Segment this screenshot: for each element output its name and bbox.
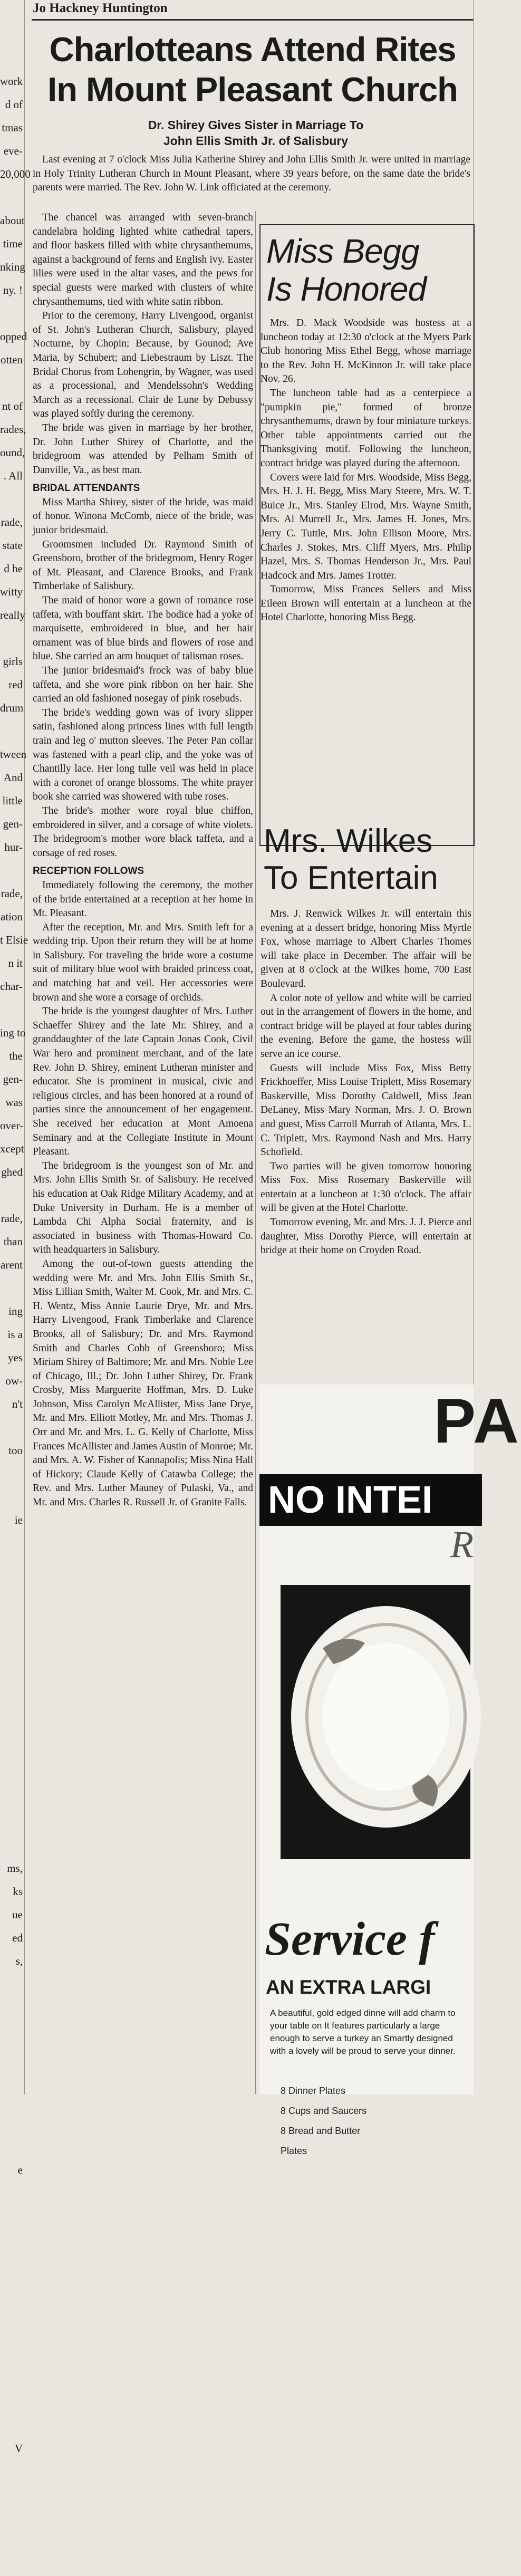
wedding-paragraph: Groomsmen included Dr. Raymond Smith of Greensboro, brother of the bridegroom, Henry Roger of Mt. Pleasant, and Clarence Brooks, and Frank Timberlake of Salisbury. xyxy=(33,539,253,592)
left-strip-line: xcept xyxy=(0,1142,24,1155)
left-strip-line: ks xyxy=(13,1885,23,1898)
left-strip-line xyxy=(0,46,24,70)
left-strip-line xyxy=(0,1787,24,1810)
left-strip-line: V xyxy=(14,2442,23,2455)
left-strip-line: t Elsie xyxy=(0,934,28,946)
section-heading-attendants: BRIDAL ATTENDANTS xyxy=(33,483,140,494)
left-strip-line xyxy=(0,1555,24,1578)
wilkes-paragraph: Two parties will be given tomorrow honoring Miss Fox. Miss Rosemary Baskerville will entertain at a luncheon at 1:30 o'clock. The affair will be given at the Hotel Charlotte. xyxy=(260,1160,471,1214)
section-heading-reception: RECEPTION FOLLOWS xyxy=(33,866,144,877)
ad-script-fragment: R xyxy=(450,1523,474,1565)
left-strip-line: rades, xyxy=(0,423,26,436)
wilkes-paragraph: Guests will include Miss Fox, Miss Betty Frickhoeffer, Miss Louise Triplett, Miss Rosemary Baskerville, Miss Dorothy Caldwell, Miss Jean DeLaney, Miss Mary Norman, Mrs. J. O. Brown and guest, Miss Carroll Murrah of Atlanta, Mrs. L. C. Triplett, Mrs. Raymond Nash and Mrs. Harry Schofield. xyxy=(260,1062,471,1158)
begg-paragraph: Covers were laid for Mrs. Woodside, Miss Begg, Mrs. H. J. H. Begg, Miss Mary Steere, Mrs. W. T. Buice Jr., Mrs. Stanley Elrod, Mrs. Wayne Smith, Mrs. Al Murrell Jr., Mrs. James H. Jones, Mrs. Jerry C. Tuttle, Mrs. John Ellison Moore, Mrs. Charles J. Stokes, Mrs. Cliff Myers, Mrs. Philip Hazel, Mrs. S. Thomas Henderson Jr., Mrs. Paul Hadcock and Mrs. James Trotter. xyxy=(260,472,471,581)
left-strip-line: ghed xyxy=(1,1166,23,1178)
main-headline xyxy=(34,30,471,110)
left-strip-line xyxy=(0,2530,24,2553)
left-strip-line: ow- xyxy=(5,1374,23,1387)
wedding-lead-paragraph: Last evening at 7 o'clock Miss Julia Katherine Shirey and John Ellis Smith Jr. were united in marriage in Holy Trinity Lutheran Church in Mount Pleasant, where 39 years before, on the same date the bride's parents were married. The Rev. John W. Link officiated at the ceremony. xyxy=(33,154,470,194)
ad-service-script: Service f xyxy=(265,1913,435,1965)
wedding-paragraph: The bridegroom is the youngest son of Mr. and Mrs. John Ellis Smith Sr. of Salisbury. He received his education at Oak Ridge Military Academy, and at Duke University in Durham. He is a member of Lambda Chi Alpha Social fraternity, and is associated in business with Thomas-Howard Co. with headquarters in Salisbury. xyxy=(33,1160,253,1256)
left-strip-line xyxy=(0,1694,24,1717)
left-strip-line xyxy=(0,1532,24,1555)
left-strip-line: ound, xyxy=(0,446,25,459)
left-strip-line xyxy=(0,1973,24,1996)
ad-item: 8 Bread and Butter xyxy=(281,2126,361,2136)
left-strip-line: opped xyxy=(0,330,27,343)
left-strip-line xyxy=(0,1648,24,1671)
left-strip-line xyxy=(0,1184,24,1207)
left-strip-line: really xyxy=(0,609,25,621)
wilkes-paragraph: A color note of yellow and white will be carried out in the arrangement of flowers in the home, and contract bridge will be played at four tables during the evening. Before the game, the hostess will serve an ice course. xyxy=(260,992,471,1060)
left-strip-line: is a xyxy=(7,1328,23,1341)
left-strip-line: ing xyxy=(8,1305,23,1318)
ad-item: Plates xyxy=(281,2146,307,2156)
left-strip-line xyxy=(0,2274,24,2298)
left-strip-line xyxy=(0,859,24,882)
left-strip-line xyxy=(0,2298,24,2321)
ad-body-copy: A beautiful, gold edged dinne will add charm to your table on It features particularly a large enough to serve a turkey an Smartly designed with a lovely will be proud to serve your dinner. xyxy=(270,2008,456,2056)
left-column-fragment xyxy=(0,0,31,2455)
wedding-paragraph: The chancel was arranged with seven-branch candelabra holding lighted white cathedral tapers, and floor baskets filled with white chrysanthemums, against a background of ferns and English ivy. Easter lilies were used in the altar vases, and the pews for special guests were marked with clusters of white chrysanthemums, tied with white satin ribbon. xyxy=(33,212,253,307)
left-strip-line xyxy=(0,2112,24,2135)
left-strip-line: state xyxy=(2,539,23,552)
left-strip-line: the xyxy=(9,1050,23,1062)
left-strip-line: tmas xyxy=(2,121,23,134)
left-strip-line xyxy=(0,1276,24,1300)
wilkes-paragraph: Tomorrow evening, Mr. and Mrs. J. J. Pierce and daughter, Miss Dorothy Pierce, will entertain at bridge at their home on Croyden Road. xyxy=(260,1217,471,1256)
left-strip-line: ue xyxy=(12,1908,23,1921)
left-strip-line xyxy=(0,2553,24,2576)
left-strip-line: d of xyxy=(5,98,23,111)
left-strip-line: girls xyxy=(3,655,23,668)
wilkes-headline xyxy=(264,823,438,897)
ad-black-band: NO INTEI xyxy=(259,1474,482,1526)
left-strip-line: ation xyxy=(1,910,23,923)
left-strip-line: rade, xyxy=(1,1212,23,1225)
wedding-paragraph: The bride is the youngest daughter of Mrs. Luther Schaeffer Shirey and the late Mr. Shirey, and a granddaughter of the late Captain Jonas Cook, Civil War hero and prominent merchant, and of the late Rev. John D. Shirey, eminent Lutheran minister and educator. She is prominent in musical, civic and religious circles, and has been honored at a round of parties since the announcement of her engagement. She received her education at Mont Amoena Seminary and at the Collegiate Institute in Mount Pleasant. xyxy=(33,1006,253,1158)
left-strip-line xyxy=(0,2344,24,2367)
left-strip-line: little xyxy=(2,794,23,807)
headline-line-1: Charlotteans Attend Rites xyxy=(49,30,456,69)
left-strip-line: about xyxy=(0,214,25,227)
wedding-paragraph: The junior bridesmaid's frock was of baby blue taffeta, and she wore pink ribbon on her hair. She carried an old fashioned nosegay of pink rosebuds. xyxy=(33,665,253,705)
left-strip-line xyxy=(0,2135,24,2158)
left-strip-line xyxy=(0,2367,24,2390)
wedding-paragraph: The bride's wedding gown was of ivory slipper satin, fashioned along princess lines with full length train and leg o' mutton sleeves. The Peter Pan collar was fastened with a pearl clip, and the yoke was of Chantilly lace. Her long tulle veil was held in place with a coronet of orange blossoms. The white prayer book she carried was showered with tube roses. xyxy=(33,707,253,803)
left-strip-line: nking xyxy=(0,261,25,273)
left-strip-line: was xyxy=(5,1096,23,1109)
left-strip-line xyxy=(0,2460,24,2483)
begg-paragraph: Mrs. D. Mack Woodside was hostess at a luncheon today at 12:30 o'clock at the Myers Park Club honoring Miss Ethel Begg, whose marriage to the Rev. John H. McKinnon Jr. will take place Nov. 26. xyxy=(260,318,471,385)
wedding-paragraph: Among the out-of-town guests attending the wedding were Mr. and Mrs. John Ellis Smith Sr., Miss Lillian Smith, Walter M. Cook, Mr. and Mrs. C. H. Wentz, Miss Annie Laurie Drye, Mr. and Mrs. Harry Livengood, Frank Timberlake and Clarence Brooks, all of Salisbury; Dr. and Mrs. Raymond Smith and Charles Cobb of Greensboro; Miss Miriam Shirey of Baltimore; Mr. and Mrs. Noble Lee of Chicago, Ill.; Dr. John Luther Shirey, Dr. Frank Crosby, Miss Marguerite Hoffman, Mrs. D. Luke Johnson, Miss Carolyn McAllister, Miss Jane Drye, Mr. and Mrs. Elliott Motley, Mr. and Mrs. Thomas J. Orr and Mr. and Mrs. L. G. Kelly of Charlotte, Miss Frances McAllister and James Austin of Monroe; Mr. and Mrs. A. W. Fisher of Kannapolis; Miss Nina Hall of Hickory; Claude Kelly of Catawba College; the Rev. and Mrs. Luther Mauney of Pulaski, Va., and Mr. and Mrs. Charles R. Russell Jr. of Granite Falls. xyxy=(33,1258,253,1508)
left-strip-line: And xyxy=(3,771,23,784)
left-strip-line: yes xyxy=(8,1351,23,1364)
left-strip-line xyxy=(0,2414,24,2437)
dinner-plate-illustration xyxy=(281,1585,470,1859)
begg-paragraph: Tomorrow, Miss Frances Sellers and Miss Eileen Brown will entertain at a luncheon at the Hotel Charlotte, honoring Miss Begg. xyxy=(260,584,471,623)
left-strip-line xyxy=(0,1671,24,1694)
left-strip-line xyxy=(0,1625,24,1648)
left-strip-line: too xyxy=(8,1444,23,1457)
wedding-article-column xyxy=(33,211,253,1510)
left-strip-line: ed xyxy=(12,1931,23,1944)
ad-item: 8 Cups and Saucers xyxy=(281,2106,367,2116)
left-strip-line xyxy=(0,1741,24,1764)
ad-item: 8 Dinner Plates xyxy=(281,2085,346,2096)
left-strip-line: red xyxy=(8,678,23,691)
left-strip-line: s, xyxy=(15,1955,23,1967)
left-strip-line xyxy=(0,2019,24,2042)
begg-headline xyxy=(266,232,426,308)
left-strip-line xyxy=(0,1833,24,1857)
left-strip-line: rade, xyxy=(1,516,23,528)
left-strip-line: witty xyxy=(0,585,23,598)
left-strip-line xyxy=(0,1416,24,1439)
left-strip-line: than xyxy=(3,1235,23,1248)
left-strip-line: nt of xyxy=(2,400,23,412)
left-strip-line xyxy=(0,2483,24,2506)
wilkes-paragraph: Mrs. J. Renwick Wilkes Jr. will entertain this evening at a dessert bridge, honoring Miss Myrtle Fox, whose marriage to Albert Charles Thomes will take place in December. The affair will be given at 8 o'clock at the Wilkes home, 700 East Boulevard. xyxy=(260,908,471,989)
right-column-fragment xyxy=(473,0,485,2094)
left-strip-line: hur- xyxy=(4,841,23,853)
left-strip-line xyxy=(0,1578,24,1601)
wedding-paragraph: The bride was given in marriage by her brother, Dr. John Luther Shirey of Charlotte, and the bridegroom was attended by Pelham Smith of Danville, Va., as best man. xyxy=(33,422,253,476)
left-strip-line xyxy=(0,1601,24,1625)
left-strip-line: gen- xyxy=(3,818,23,830)
left-strip-line: over- xyxy=(0,1119,23,1132)
left-strip-line: otten xyxy=(1,353,23,366)
left-strip-line: drum xyxy=(0,701,24,714)
ad-headline-fragment: PA xyxy=(433,1386,521,1456)
left-strip-line xyxy=(0,2228,24,2251)
begg-paragraph: The luncheon table had as a centerpiece a "pumpkin pie," formed of bronze chrysanthemums, drawn by four miniature turkeys. Other table appointments carried out the Thanksgiving motif. Following the luncheon, contract bridge was played during the afternoon. xyxy=(260,387,471,469)
left-strip-line xyxy=(0,998,24,1021)
left-strip-line xyxy=(0,302,24,325)
subhead-line-2: John Ellis Smith Jr. of Salisbury xyxy=(163,134,349,148)
wedding-paragraph: The bride's mother wore royal blue chiffon, embroidered in silver, and a corsage of white violets. The bridegroom's mother wore black taffeta, and a corsage of red roses. xyxy=(33,805,253,859)
left-strip-line: arent xyxy=(1,1258,23,1271)
column-divider xyxy=(255,211,256,2094)
left-strip-line: d he xyxy=(4,562,23,575)
left-strip-line: rade, xyxy=(1,887,23,900)
byline: Jo Hackney Huntington xyxy=(33,1,168,15)
left-strip-line: ing to xyxy=(0,1026,26,1039)
left-strip-line: char- xyxy=(0,980,23,993)
left-strip-line xyxy=(0,0,24,23)
left-strip-line: e xyxy=(17,2164,23,2176)
wedding-paragraph: Miss Martha Shirey, sister of the bride, was maid of honor. Winona McComb, niece of the bride, was junior bridesmaid. xyxy=(33,496,253,536)
left-strip-line xyxy=(0,1485,24,1508)
left-strip-line: n it xyxy=(8,957,23,969)
subheadline xyxy=(79,117,432,149)
left-strip-line xyxy=(0,2205,24,2228)
wilkes-headline-line-1: Mrs. Wilkes xyxy=(264,823,433,859)
begg-article-body xyxy=(260,316,471,625)
dinnerware-advertisement xyxy=(259,1385,521,2156)
left-strip-line: ms, xyxy=(7,1862,23,1875)
left-strip-line xyxy=(0,2321,24,2344)
left-strip-line xyxy=(0,627,24,650)
left-strip-line: ie xyxy=(14,1514,23,1526)
left-strip-line: work xyxy=(0,75,23,88)
left-strip-line xyxy=(0,1462,24,1485)
left-strip-line xyxy=(0,2042,24,2065)
ad-extra-large-heading: AN EXTRA LARGI xyxy=(266,1976,431,1998)
left-strip-line xyxy=(0,1717,24,1741)
left-strip-line xyxy=(0,2181,24,2205)
begg-headline-line-1: Miss Begg xyxy=(266,232,419,270)
top-rule xyxy=(32,19,474,21)
left-strip-line: gen- xyxy=(3,1073,23,1085)
left-strip-line xyxy=(0,1996,24,2019)
left-strip-line xyxy=(0,487,24,511)
left-strip-line: n't xyxy=(12,1398,23,1410)
subhead-line-1: Dr. Shirey Gives Sister in Marriage To xyxy=(148,118,364,132)
wedding-paragraph: Prior to the ceremony, Harry Livengood, organist of St. John's Lutheran Church, Salisbury, played Nocturne, by Chopin; Because, by Gounod; Ave Maria, by Schubert; and Liebestraum by Liszt. The Bridal Chorus from Lohengrin, by Wagner, was used as a processional, and Mendelssohn's Wedding March as a recessional. Clair de Lune by Debussy was played softly during the ceremony. xyxy=(33,310,253,420)
wedding-paragraph: The maid of honor wore a gown of romance rose taffeta, with bouffant skirt. The bodice had a yoke of marquisette, embroidered in blue, and her hair ornament was of blue birds and flowers of rose and blue. She carried an arm bouquet of talisman roses. xyxy=(33,595,253,662)
left-strip-line xyxy=(0,1810,24,1833)
wilkes-headline-line-2: To Entertain xyxy=(264,860,438,896)
left-strip-line: eve- xyxy=(3,145,23,157)
left-strip-line xyxy=(0,2506,24,2530)
left-strip-line: ny. ! xyxy=(3,284,23,296)
left-strip-line xyxy=(0,23,24,46)
left-strip-line xyxy=(0,2065,24,2089)
left-strip-line xyxy=(0,719,24,743)
left-strip-line xyxy=(0,371,24,395)
left-strip-line: 20,000 xyxy=(0,168,31,180)
left-strip-line xyxy=(0,186,24,209)
wilkes-article-body xyxy=(260,907,471,1258)
left-strip-line xyxy=(0,2390,24,2414)
wedding-paragraph: Immediately following the ceremony, the mother of the bride entertained at a reception at her home in Mt. Pleasant. xyxy=(33,879,253,919)
left-strip-line: time xyxy=(3,237,23,250)
left-strip-line: . All xyxy=(3,469,23,482)
left-strip-line: tween xyxy=(0,748,27,761)
begg-headline-line-2: Is Honored xyxy=(266,270,427,308)
wedding-paragraph: After the reception, Mr. and Mrs. Smith left for a wedding trip. Upon their return they will be at home in Salisbury. For traveling the bride wore a costume suit of military blue wool with braided princess coat, and matching hat and veil. Her accessories were brown and she wore a corsage of orchids. xyxy=(33,921,253,1003)
left-strip-line xyxy=(0,1764,24,1787)
left-strip-line xyxy=(0,2251,24,2274)
ad-item-list xyxy=(281,2081,470,2161)
left-strip-line xyxy=(0,2089,24,2112)
headline-line-2: In Mount Pleasant Church xyxy=(47,70,458,109)
